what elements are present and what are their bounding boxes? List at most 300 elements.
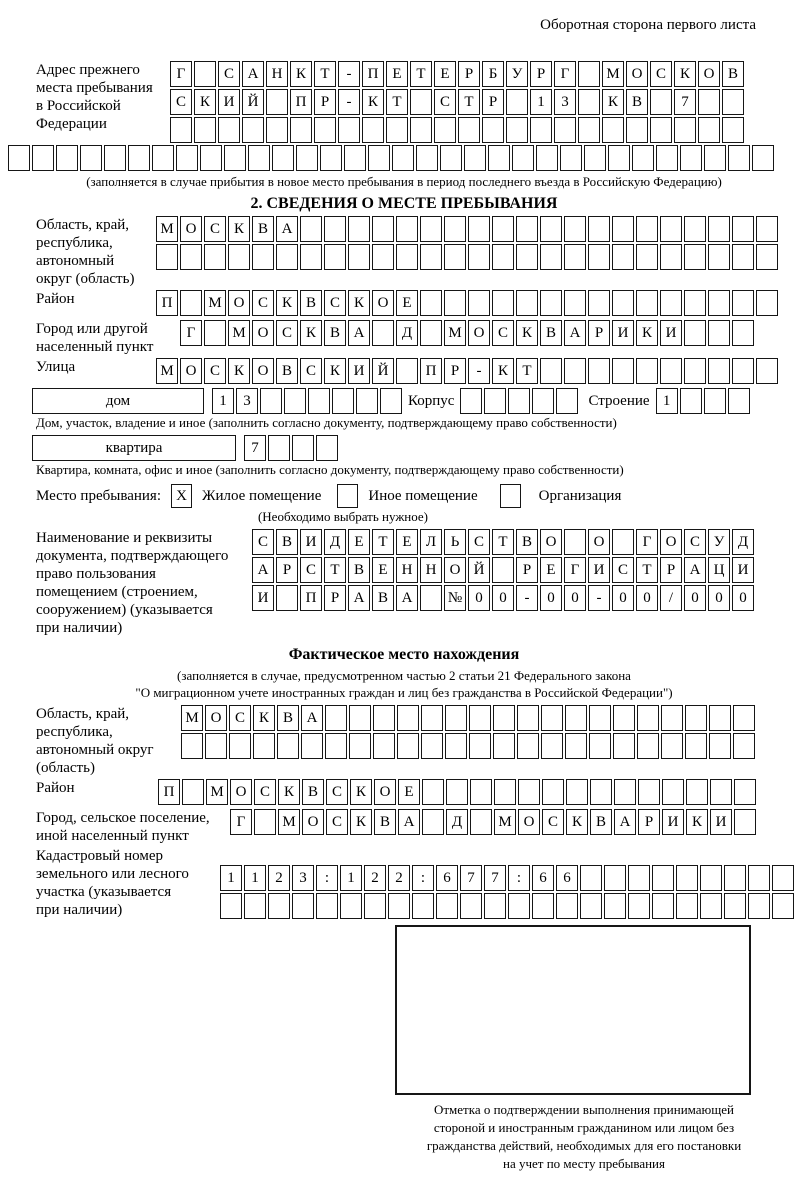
form-cell[interactable] [348, 216, 370, 242]
form-cell[interactable] [506, 89, 528, 115]
form-cell[interactable] [380, 388, 402, 414]
form-cell[interactable] [728, 145, 750, 171]
form-cell[interactable] [565, 705, 587, 731]
form-cell[interactable]: Р [660, 557, 682, 583]
form-cell[interactable] [468, 244, 490, 270]
form-cell[interactable]: С [254, 779, 276, 805]
form-cell[interactable] [652, 865, 674, 891]
form-cell[interactable] [540, 244, 562, 270]
form-cell[interactable] [493, 705, 515, 731]
form-cell[interactable] [420, 290, 442, 316]
form-cell[interactable]: С [170, 89, 192, 115]
form-cell[interactable] [372, 244, 394, 270]
form-cell[interactable]: К [300, 320, 322, 346]
form-cell[interactable] [676, 865, 698, 891]
form-cell[interactable] [684, 216, 706, 242]
form-cell[interactable] [708, 244, 730, 270]
form-cell[interactable] [253, 733, 275, 759]
form-cell[interactable]: К [276, 290, 298, 316]
form-cell[interactable] [290, 117, 312, 143]
form-cell[interactable] [512, 145, 534, 171]
form-cell[interactable]: Т [386, 89, 408, 115]
form-cell[interactable] [396, 216, 418, 242]
form-cell[interactable] [684, 244, 706, 270]
form-cell[interactable]: Р [516, 557, 538, 583]
form-cell[interactable] [410, 89, 432, 115]
form-cell[interactable]: В [590, 809, 612, 835]
form-cell[interactable] [494, 779, 516, 805]
form-cell[interactable] [660, 358, 682, 384]
form-cell[interactable] [397, 733, 419, 759]
form-cell[interactable] [752, 145, 774, 171]
form-cell[interactable] [152, 145, 174, 171]
form-cell[interactable]: : [412, 865, 434, 891]
form-cell[interactable]: Г [170, 61, 192, 87]
form-cell[interactable] [248, 145, 270, 171]
form-cell[interactable] [698, 89, 720, 115]
form-cell[interactable]: 0 [540, 585, 562, 611]
form-cell[interactable] [565, 733, 587, 759]
form-cell[interactable]: Е [540, 557, 562, 583]
form-cell[interactable]: О [180, 216, 202, 242]
form-cell[interactable] [372, 216, 394, 242]
form-cell[interactable] [468, 290, 490, 316]
form-cell[interactable] [244, 893, 266, 919]
form-cell[interactable]: Е [396, 529, 418, 555]
form-cell[interactable] [422, 809, 444, 835]
form-cell[interactable]: Т [516, 358, 538, 384]
form-cell[interactable] [356, 388, 378, 414]
form-cell[interactable]: Е [398, 779, 420, 805]
form-cell[interactable] [540, 290, 562, 316]
form-cell[interactable]: И [732, 557, 754, 583]
form-cell[interactable] [661, 705, 683, 731]
form-cell[interactable] [506, 117, 528, 143]
form-cell[interactable] [492, 244, 514, 270]
form-cell[interactable] [564, 358, 586, 384]
form-cell[interactable] [325, 705, 347, 731]
form-cell[interactable] [460, 388, 482, 414]
form-cell[interactable]: И [218, 89, 240, 115]
form-cell[interactable] [709, 733, 731, 759]
form-cell[interactable] [700, 865, 722, 891]
form-cell[interactable] [540, 216, 562, 242]
form-cell[interactable]: П [362, 61, 384, 87]
form-cell[interactable]: И [710, 809, 732, 835]
form-cell[interactable]: Л [420, 529, 442, 555]
form-cell[interactable] [242, 117, 264, 143]
form-cell[interactable]: М [204, 290, 226, 316]
form-cell[interactable] [300, 244, 322, 270]
form-cell[interactable] [614, 779, 636, 805]
form-cell[interactable]: Ь [444, 529, 466, 555]
form-cell[interactable] [628, 893, 650, 919]
form-cell[interactable] [772, 865, 794, 891]
form-cell[interactable] [710, 779, 732, 805]
form-cell[interactable] [564, 244, 586, 270]
form-cell[interactable] [638, 779, 660, 805]
form-cell[interactable]: В [372, 585, 394, 611]
form-cell[interactable] [446, 779, 468, 805]
form-cell[interactable] [674, 117, 696, 143]
form-cell[interactable] [268, 435, 290, 461]
form-cell[interactable] [396, 358, 418, 384]
form-cell[interactable]: К [324, 358, 346, 384]
form-cell[interactable] [492, 216, 514, 242]
form-cell[interactable]: В [722, 61, 744, 87]
form-cell[interactable]: С [204, 216, 226, 242]
form-cell[interactable]: Р [458, 61, 480, 87]
form-cell[interactable]: Т [372, 529, 394, 555]
form-cell[interactable]: С [300, 557, 322, 583]
form-cell[interactable]: Е [434, 61, 456, 87]
form-cell[interactable]: П [420, 358, 442, 384]
form-cell[interactable] [733, 705, 755, 731]
form-cell[interactable] [613, 705, 635, 731]
form-cell[interactable]: О [205, 705, 227, 731]
form-cell[interactable] [612, 216, 634, 242]
form-cell[interactable]: К [350, 779, 372, 805]
form-cell[interactable]: 2 [268, 865, 290, 891]
form-cell[interactable]: А [564, 320, 586, 346]
form-cell[interactable]: С [204, 358, 226, 384]
form-cell[interactable] [734, 779, 756, 805]
form-cell[interactable] [530, 117, 552, 143]
form-cell[interactable]: 0 [708, 585, 730, 611]
form-cell[interactable] [296, 145, 318, 171]
form-cell[interactable]: К [566, 809, 588, 835]
form-cell[interactable]: А [348, 320, 370, 346]
form-cell[interactable]: С [218, 61, 240, 87]
form-cell[interactable] [660, 216, 682, 242]
form-cell[interactable] [420, 216, 442, 242]
form-cell[interactable] [732, 320, 754, 346]
form-cell[interactable] [218, 117, 240, 143]
form-cell[interactable] [578, 61, 600, 87]
form-cell[interactable]: О [374, 779, 396, 805]
form-cell[interactable] [676, 893, 698, 919]
form-cell[interactable] [660, 290, 682, 316]
form-cell[interactable] [564, 529, 586, 555]
form-cell[interactable]: К [278, 779, 300, 805]
form-cell[interactable]: П [300, 585, 322, 611]
form-cell[interactable] [748, 865, 770, 891]
form-cell[interactable] [684, 320, 706, 346]
form-cell[interactable]: Е [386, 61, 408, 87]
form-cell[interactable] [420, 585, 442, 611]
form-cell[interactable] [464, 145, 486, 171]
form-cell[interactable] [316, 435, 338, 461]
form-cell[interactable] [277, 733, 299, 759]
form-cell[interactable] [518, 779, 540, 805]
form-cell[interactable]: О [698, 61, 720, 87]
form-cell[interactable]: М [206, 779, 228, 805]
form-cell[interactable]: А [614, 809, 636, 835]
form-cell[interactable]: - [468, 358, 490, 384]
form-cell[interactable] [458, 117, 480, 143]
form-cell[interactable]: Р [530, 61, 552, 87]
form-cell[interactable] [484, 893, 506, 919]
form-cell[interactable] [320, 145, 342, 171]
form-cell[interactable]: С [684, 529, 706, 555]
form-cell[interactable] [412, 893, 434, 919]
form-cell[interactable]: С [326, 779, 348, 805]
form-cell[interactable] [700, 893, 722, 919]
form-cell[interactable]: - [588, 585, 610, 611]
form-cell[interactable]: А [348, 585, 370, 611]
form-cell[interactable]: М [602, 61, 624, 87]
form-cell[interactable] [732, 216, 754, 242]
form-cell[interactable] [440, 145, 462, 171]
form-cell[interactable]: Й [242, 89, 264, 115]
form-cell[interactable]: М [181, 705, 203, 731]
form-cell[interactable]: А [398, 809, 420, 835]
form-cell[interactable]: Р [638, 809, 660, 835]
form-cell[interactable] [661, 733, 683, 759]
form-cell[interactable] [180, 244, 202, 270]
form-cell[interactable] [420, 244, 442, 270]
form-cell[interactable] [444, 216, 466, 242]
form-cell[interactable]: 6 [436, 865, 458, 891]
form-cell[interactable]: Д [396, 320, 418, 346]
form-cell[interactable]: Р [314, 89, 336, 115]
form-cell[interactable] [541, 705, 563, 731]
form-cell[interactable]: О [372, 290, 394, 316]
form-cell[interactable] [308, 388, 330, 414]
form-cell[interactable]: И [300, 529, 322, 555]
form-cell[interactable]: 1 [244, 865, 266, 891]
form-cell[interactable]: К [674, 61, 696, 87]
form-cell[interactable] [756, 244, 778, 270]
form-cell[interactable]: 1 [530, 89, 552, 115]
form-cell[interactable] [469, 705, 491, 731]
form-cell[interactable] [421, 705, 443, 731]
form-cell[interactable] [349, 733, 371, 759]
form-cell[interactable]: М [494, 809, 516, 835]
form-cell[interactable] [704, 388, 726, 414]
form-cell[interactable] [32, 145, 54, 171]
form-cell[interactable]: О [180, 358, 202, 384]
form-cell[interactable] [588, 216, 610, 242]
form-cell[interactable] [636, 244, 658, 270]
form-cell[interactable] [556, 893, 578, 919]
form-cell[interactable] [708, 320, 730, 346]
form-cell[interactable] [612, 290, 634, 316]
form-cell[interactable] [733, 733, 755, 759]
form-cell[interactable] [588, 358, 610, 384]
form-cell[interactable] [637, 733, 659, 759]
form-cell[interactable]: И [348, 358, 370, 384]
form-cell[interactable] [80, 145, 102, 171]
form-cell[interactable]: 0 [492, 585, 514, 611]
form-cell[interactable]: Т [492, 529, 514, 555]
form-cell[interactable] [709, 705, 731, 731]
form-cell[interactable] [637, 705, 659, 731]
form-cell[interactable]: Г [180, 320, 202, 346]
form-cell[interactable] [650, 89, 672, 115]
form-cell[interactable]: Е [348, 529, 370, 555]
form-cell[interactable]: И [612, 320, 634, 346]
form-cell[interactable] [632, 145, 654, 171]
form-cell[interactable]: О [660, 529, 682, 555]
form-cell[interactable]: В [276, 358, 298, 384]
form-cell[interactable] [444, 244, 466, 270]
form-cell[interactable]: О [228, 290, 250, 316]
form-cell[interactable]: О [518, 809, 540, 835]
form-cell[interactable] [170, 117, 192, 143]
form-cell[interactable] [482, 117, 504, 143]
form-cell[interactable]: 3 [292, 865, 314, 891]
form-cell[interactable] [252, 244, 274, 270]
form-cell[interactable]: 1 [656, 388, 678, 414]
form-cell[interactable]: О [540, 529, 562, 555]
form-cell[interactable] [176, 145, 198, 171]
form-cell[interactable] [468, 216, 490, 242]
form-cell[interactable] [613, 733, 635, 759]
form-cell[interactable]: М [228, 320, 250, 346]
form-cell[interactable] [316, 893, 338, 919]
form-cell[interactable]: П [158, 779, 180, 805]
form-cell[interactable] [650, 117, 672, 143]
form-cell[interactable]: М [156, 216, 178, 242]
form-cell[interactable]: С [276, 320, 298, 346]
form-cell[interactable]: В [348, 557, 370, 583]
form-cell[interactable] [266, 117, 288, 143]
form-cell[interactable]: И [660, 320, 682, 346]
form-cell[interactable]: В [300, 290, 322, 316]
form-cell[interactable]: - [338, 89, 360, 115]
form-cell[interactable]: 1 [220, 865, 242, 891]
form-cell[interactable] [422, 779, 444, 805]
form-cell[interactable] [228, 244, 250, 270]
form-cell[interactable]: С [612, 557, 634, 583]
form-cell[interactable] [652, 893, 674, 919]
form-cell[interactable] [604, 893, 626, 919]
form-cell[interactable] [372, 320, 394, 346]
form-cell[interactable] [584, 145, 606, 171]
form-cell[interactable]: 1 [340, 865, 362, 891]
form-cell[interactable] [436, 893, 458, 919]
form-cell[interactable] [324, 216, 346, 242]
form-cell[interactable] [708, 358, 730, 384]
form-cell[interactable] [684, 290, 706, 316]
form-cell[interactable] [388, 893, 410, 919]
form-cell[interactable] [517, 705, 539, 731]
form-cell[interactable]: В [302, 779, 324, 805]
form-cell[interactable]: В [540, 320, 562, 346]
form-cell[interactable]: 3 [236, 388, 258, 414]
form-cell[interactable] [580, 865, 602, 891]
form-cell[interactable]: С [229, 705, 251, 731]
form-cell[interactable]: К [228, 358, 250, 384]
form-cell[interactable]: 7 [674, 89, 696, 115]
form-cell[interactable] [104, 145, 126, 171]
form-cell[interactable] [420, 320, 442, 346]
form-cell[interactable] [224, 145, 246, 171]
form-cell[interactable] [724, 865, 746, 891]
form-cell[interactable] [532, 893, 554, 919]
form-cell[interactable] [469, 733, 491, 759]
form-cell[interactable]: О [626, 61, 648, 87]
form-cell[interactable] [554, 117, 576, 143]
form-cell[interactable] [362, 117, 384, 143]
form-cell[interactable]: 0 [564, 585, 586, 611]
form-cell[interactable] [444, 290, 466, 316]
form-cell[interactable] [324, 244, 346, 270]
form-cell[interactable]: К [290, 61, 312, 87]
form-cell[interactable]: Г [230, 809, 252, 835]
form-cell[interactable] [656, 145, 678, 171]
form-cell[interactable] [205, 733, 227, 759]
form-cell[interactable] [276, 244, 298, 270]
form-cell[interactable] [684, 358, 706, 384]
form-cell[interactable]: К [516, 320, 538, 346]
form-cell[interactable]: Т [410, 61, 432, 87]
form-cell[interactable]: Т [314, 61, 336, 87]
form-cell[interactable] [445, 733, 467, 759]
form-cell[interactable]: Р [588, 320, 610, 346]
form-cell[interactable] [722, 89, 744, 115]
form-cell[interactable]: Г [554, 61, 576, 87]
form-cell[interactable]: Д [446, 809, 468, 835]
form-cell[interactable] [556, 388, 578, 414]
form-cell[interactable]: К [686, 809, 708, 835]
form-cell[interactable] [685, 733, 707, 759]
form-cell[interactable]: К [602, 89, 624, 115]
form-cell[interactable]: О [588, 529, 610, 555]
form-cell[interactable] [564, 216, 586, 242]
form-cell[interactable] [722, 117, 744, 143]
form-cell[interactable]: П [156, 290, 178, 316]
form-cell[interactable]: С [434, 89, 456, 115]
form-cell[interactable] [756, 358, 778, 384]
form-cell[interactable]: К [253, 705, 275, 731]
form-cell[interactable] [268, 893, 290, 919]
form-cell[interactable]: : [508, 865, 530, 891]
form-cell[interactable] [756, 290, 778, 316]
form-cell[interactable]: 6 [556, 865, 578, 891]
form-cell[interactable]: Н [396, 557, 418, 583]
form-cell[interactable] [373, 733, 395, 759]
form-cell[interactable] [194, 117, 216, 143]
form-cell[interactable]: Й [468, 557, 490, 583]
form-cell[interactable] [416, 145, 438, 171]
form-cell[interactable] [732, 290, 754, 316]
form-cell[interactable]: В [324, 320, 346, 346]
form-cell[interactable] [300, 216, 322, 242]
form-cell[interactable]: О [252, 358, 274, 384]
form-cell[interactable]: Е [372, 557, 394, 583]
form-cell[interactable] [612, 358, 634, 384]
form-cell[interactable] [194, 61, 216, 87]
form-cell[interactable]: Ц [708, 557, 730, 583]
form-cell[interactable]: - [516, 585, 538, 611]
form-cell[interactable]: М [444, 320, 466, 346]
form-cell[interactable] [686, 779, 708, 805]
form-cell[interactable] [200, 145, 222, 171]
form-cell[interactable] [728, 388, 750, 414]
form-cell[interactable] [397, 705, 419, 731]
form-cell[interactable]: К [348, 290, 370, 316]
form-cell[interactable] [578, 117, 600, 143]
form-cell[interactable]: С [326, 809, 348, 835]
form-cell[interactable]: О [468, 320, 490, 346]
form-cell[interactable] [636, 216, 658, 242]
form-cell[interactable] [602, 117, 624, 143]
form-cell[interactable]: 6 [532, 865, 554, 891]
form-cell[interactable]: / [660, 585, 682, 611]
form-cell[interactable] [260, 388, 282, 414]
